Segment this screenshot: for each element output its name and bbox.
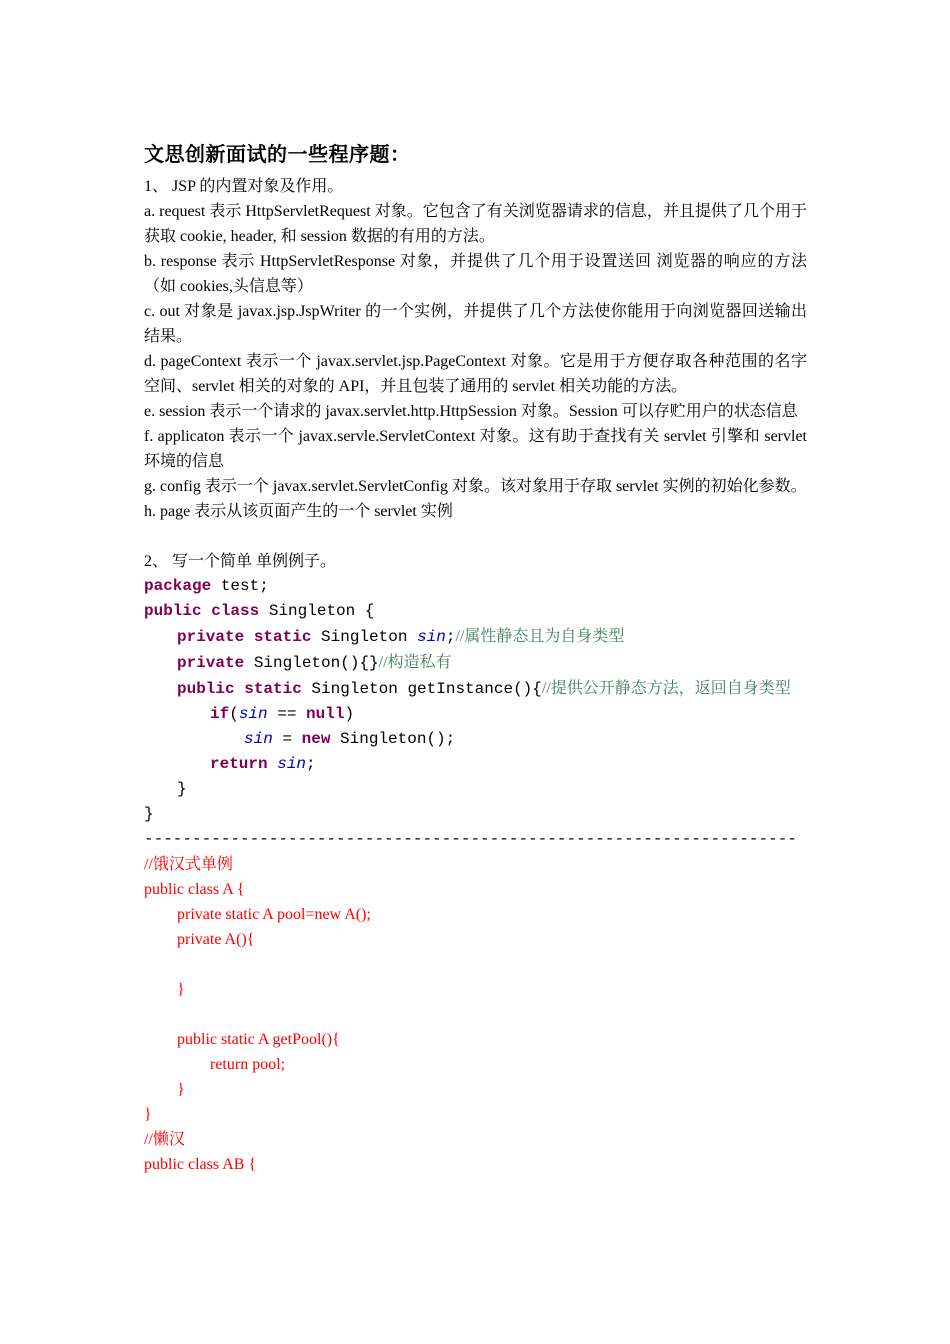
code-keyword: new: [301, 730, 331, 748]
code-field: sin: [238, 705, 268, 723]
code-line: [144, 676, 807, 702]
code-text: ;: [445, 628, 456, 646]
answer-item-e: e. session 表示一个请求的 javax.servlet.http.HttpSession 对象。Session 可以存贮用户的状态信息: [144, 403, 798, 420]
document-title: 文思创新面试的一些程序题：: [144, 142, 411, 166]
eager-comment: //饿汉式单例: [144, 856, 233, 873]
code-text: test;: [211, 577, 269, 595]
code-line: [144, 624, 807, 650]
eager-line: private static A pool=new A();: [177, 906, 371, 923]
code-comment: //提供公开静态方法，返回自身类型: [541, 680, 791, 697]
eager-line: }: [177, 981, 185, 998]
code-keyword: static: [244, 680, 302, 698]
code-text: ): [344, 705, 355, 723]
code-keyword: private: [177, 654, 245, 672]
code-keyword: package: [144, 577, 212, 595]
code-keyword: null: [306, 705, 345, 723]
answer-item-c: c. out 对象是 javax.jsp.JspWriter 的一个实例，并提供了几个方法使你能用于向浏览器回送输出结果。: [144, 303, 807, 345]
code-line: [144, 599, 807, 624]
code-text: Singleton(){}: [244, 654, 379, 672]
code-text: (: [229, 705, 239, 723]
code-keyword: public: [144, 602, 202, 620]
answer-item-f: f. applicaton 表示一个 javax.servle.ServletContext 对象。这有助于查找有关 servlet 引擎和 servlet 环境的信息: [144, 428, 807, 470]
eager-line: private A(){: [177, 931, 255, 948]
code-comment: //属性静态且为自身类型: [455, 628, 625, 645]
code-line: [144, 650, 807, 676]
blank-line: [144, 524, 807, 549]
answer-item-h: h. page 表示从该页面产生的一个 servlet 实例: [144, 503, 453, 520]
code-line: [144, 702, 807, 727]
blank-line: [144, 952, 807, 977]
code-keyword: return: [210, 755, 268, 773]
question-2-heading: 2、 写一个简单 单例例子。: [144, 553, 337, 570]
divider-line: --------------------------------------------------------------------: [144, 830, 797, 848]
code-text: ;: [306, 755, 316, 773]
code-text: Singleton();: [330, 730, 456, 748]
code-line: }: [144, 805, 154, 823]
blank-line: [144, 1002, 807, 1027]
code-text: Singleton {: [259, 602, 375, 620]
code-comment: //构造私有: [378, 654, 452, 671]
code-field: sin: [277, 755, 307, 773]
code-text: ==: [267, 705, 307, 723]
code-line: [144, 752, 807, 777]
code-line: [144, 574, 807, 599]
eager-line: public static A getPool(){: [177, 1031, 340, 1048]
eager-line: }: [177, 1081, 185, 1098]
eager-line: public class A {: [144, 881, 245, 898]
lazy-line: public class AB {: [144, 1156, 257, 1173]
code-keyword: public: [177, 680, 235, 698]
code-text: Singleton: [311, 628, 418, 646]
code-text: Singleton getInstance(){: [301, 680, 542, 698]
answer-item-b: b. response 表示 HttpServletResponse 对象，并提供了几个用于设置送回 浏览器的响应的方法（如 cookies,头信息等）: [144, 253, 807, 295]
code-line: [144, 727, 807, 752]
question-1-heading: 1、 JSP 的内置对象及作用。: [144, 178, 344, 195]
code-text: =: [272, 730, 302, 748]
code-field: sin: [244, 730, 273, 748]
answer-item-g: g. config 表示一个 javax.servlet.ServletConfig 对象。该对象用于存取 servlet 实例的初始化参数。: [144, 478, 807, 495]
code-field: sin: [417, 628, 446, 646]
answer-item-a: a. request 表示 HttpServletRequest 对象。它包含了有关浏览器请求的信息，并且提供了几个用于获取 cookie, header, 和 session 数据的有用的方法。: [144, 203, 807, 245]
eager-line: return pool;: [210, 1056, 286, 1073]
code-keyword: class: [211, 602, 260, 620]
lazy-comment: //懒汉: [144, 1131, 185, 1148]
code-keyword: if: [210, 705, 230, 723]
code-line: }: [177, 780, 187, 798]
document-body: [144, 174, 807, 1177]
answer-item-d: d. pageContext 表示一个 javax.servlet.jsp.PageContext 对象。它是用于方便存取各种范围的名字空间、servlet 相关的对象的 API，并且包装了通用的 servlet 相关功能的方法。: [144, 353, 807, 395]
eager-line: }: [144, 1106, 152, 1123]
code-keyword: private: [177, 628, 245, 646]
code-keyword: static: [253, 628, 312, 646]
